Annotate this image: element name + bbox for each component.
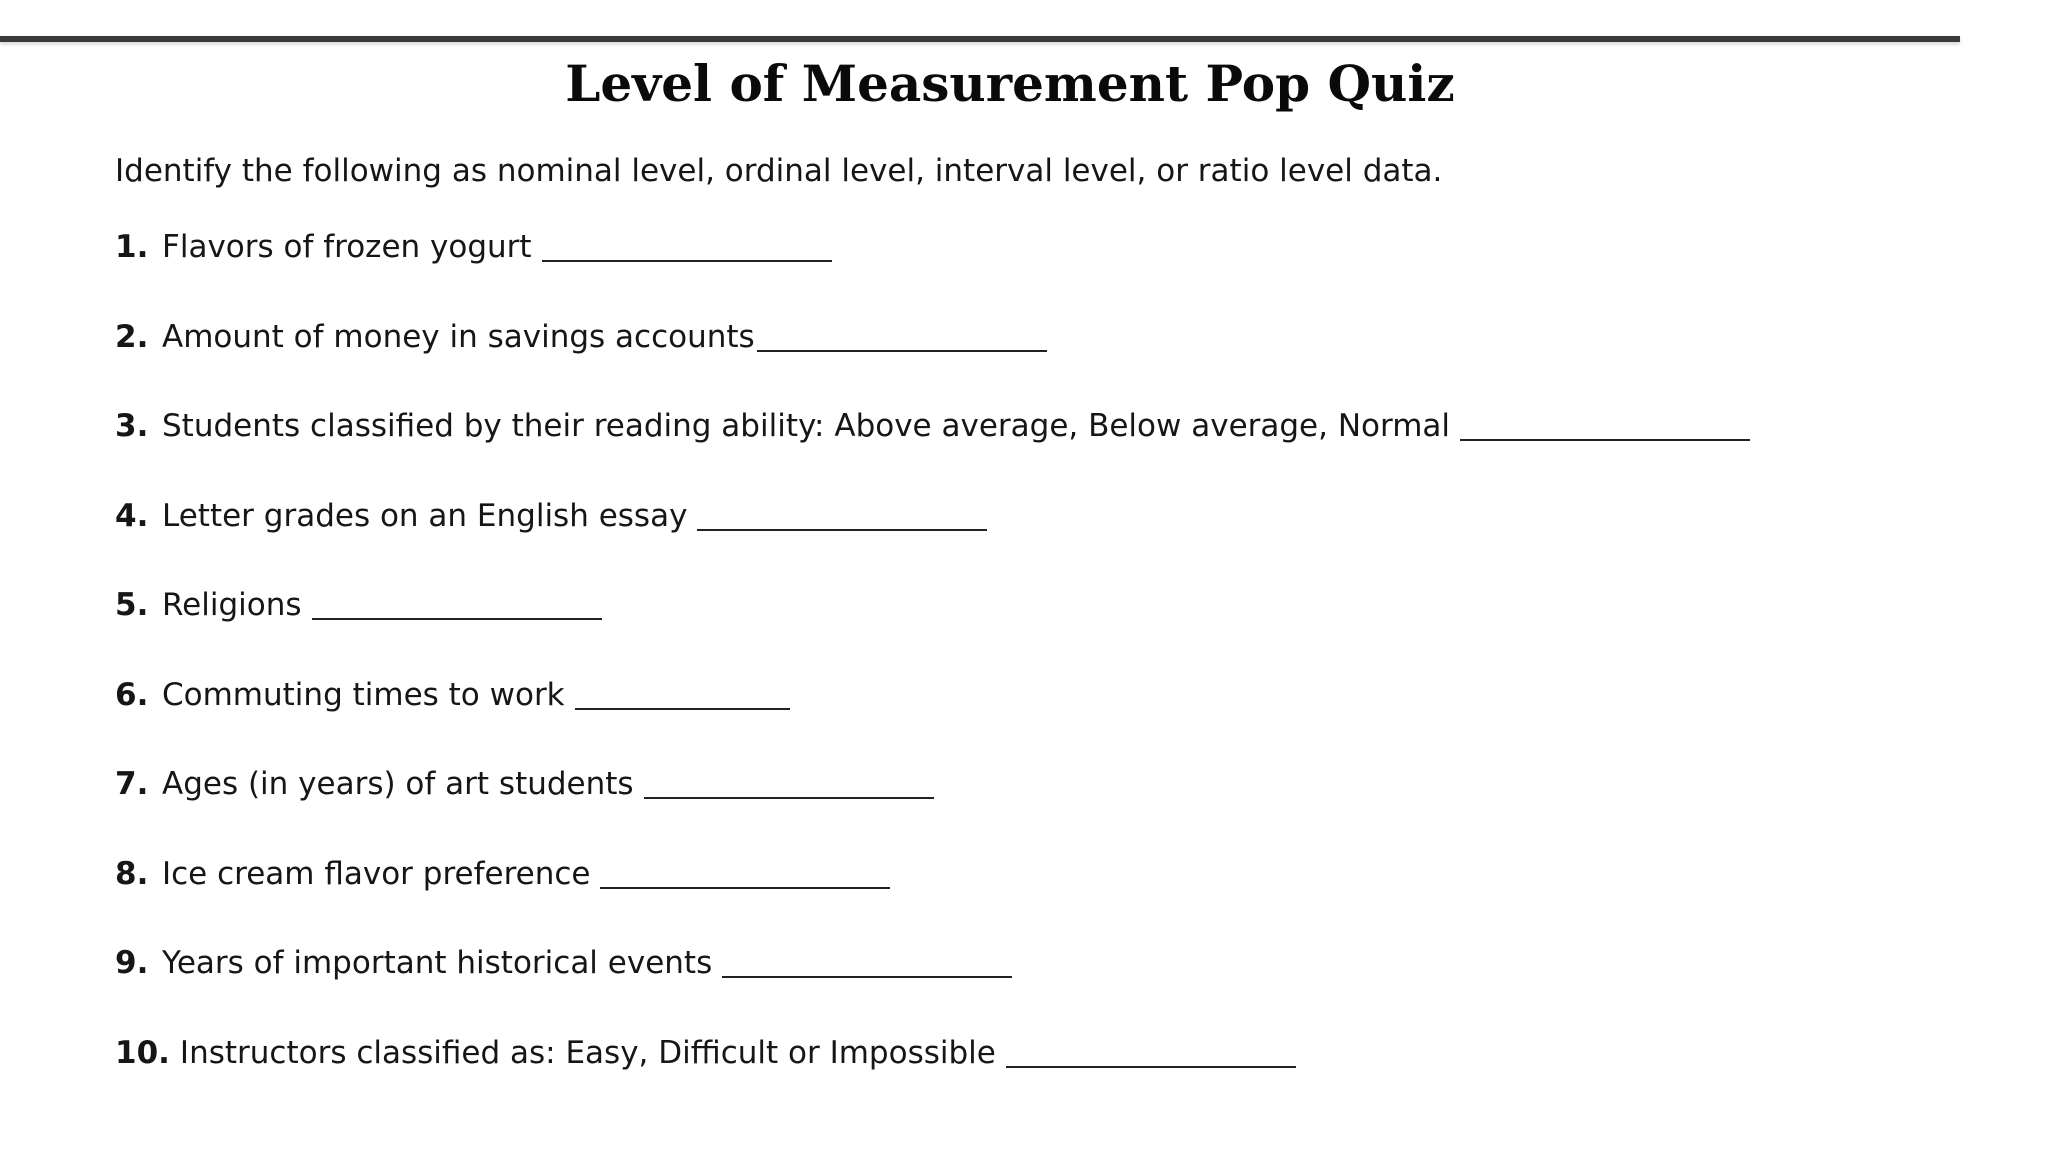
instructions-text: Identify the following as nominal level, ordinal level, interval level, or ratio level data.: [115, 153, 1443, 189]
question-list: [115, 226, 1750, 1121]
question-number: 7.: [115, 766, 149, 802]
question-8: [115, 853, 1750, 943]
page-title: Level of Measurement Pop Quiz: [565, 54, 1455, 113]
question-text: Instructors classified as: Easy, Difficult or Impossible: [179, 1034, 996, 1071]
question-text: Religions: [162, 587, 302, 623]
question-number: 3.: [115, 408, 149, 444]
question-text: Ages (in years) of art students: [162, 766, 634, 802]
question-number: 6.: [115, 676, 149, 713]
question-9: [115, 942, 1750, 1032]
answer-blank[interactable]: [697, 495, 987, 531]
question-number: 1.: [115, 229, 149, 265]
answer-blank[interactable]: [542, 226, 832, 262]
question-4: [115, 495, 1750, 585]
question-10: [115, 1032, 1750, 1122]
question-text: Letter grades on an English essay: [162, 497, 688, 534]
question-text: Years of important historical events: [162, 945, 713, 981]
question-1: [115, 226, 1750, 316]
answer-blank[interactable]: [1006, 1032, 1296, 1068]
question-text: Commuting times to work: [162, 676, 565, 713]
answer-blank[interactable]: [312, 584, 602, 620]
question-number: 2.: [115, 318, 149, 355]
question-number: 10.: [115, 1034, 170, 1071]
question-5: [115, 584, 1750, 674]
question-number: 9.: [115, 945, 149, 981]
question-3: [115, 405, 1750, 495]
question-text: Amount of money in savings accounts: [162, 318, 755, 355]
answer-blank[interactable]: [600, 853, 890, 889]
question-text: Ice cream flavor preference: [162, 855, 591, 892]
answer-blank[interactable]: [575, 674, 790, 710]
answer-blank[interactable]: [757, 316, 1047, 352]
question-6: [115, 674, 1750, 764]
question-7: [115, 763, 1750, 853]
top-divider: [0, 36, 1960, 42]
answer-blank[interactable]: [644, 763, 934, 799]
question-number: 8.: [115, 855, 149, 892]
answer-blank[interactable]: [1460, 405, 1750, 441]
question-2: [115, 316, 1750, 406]
question-text: Flavors of frozen yogurt: [162, 229, 532, 265]
question-text: Students classified by their reading ability: Above average, Below average, Normal: [162, 408, 1450, 444]
answer-blank[interactable]: [722, 942, 1012, 978]
question-number: 5.: [115, 587, 149, 623]
question-number: 4.: [115, 497, 149, 534]
